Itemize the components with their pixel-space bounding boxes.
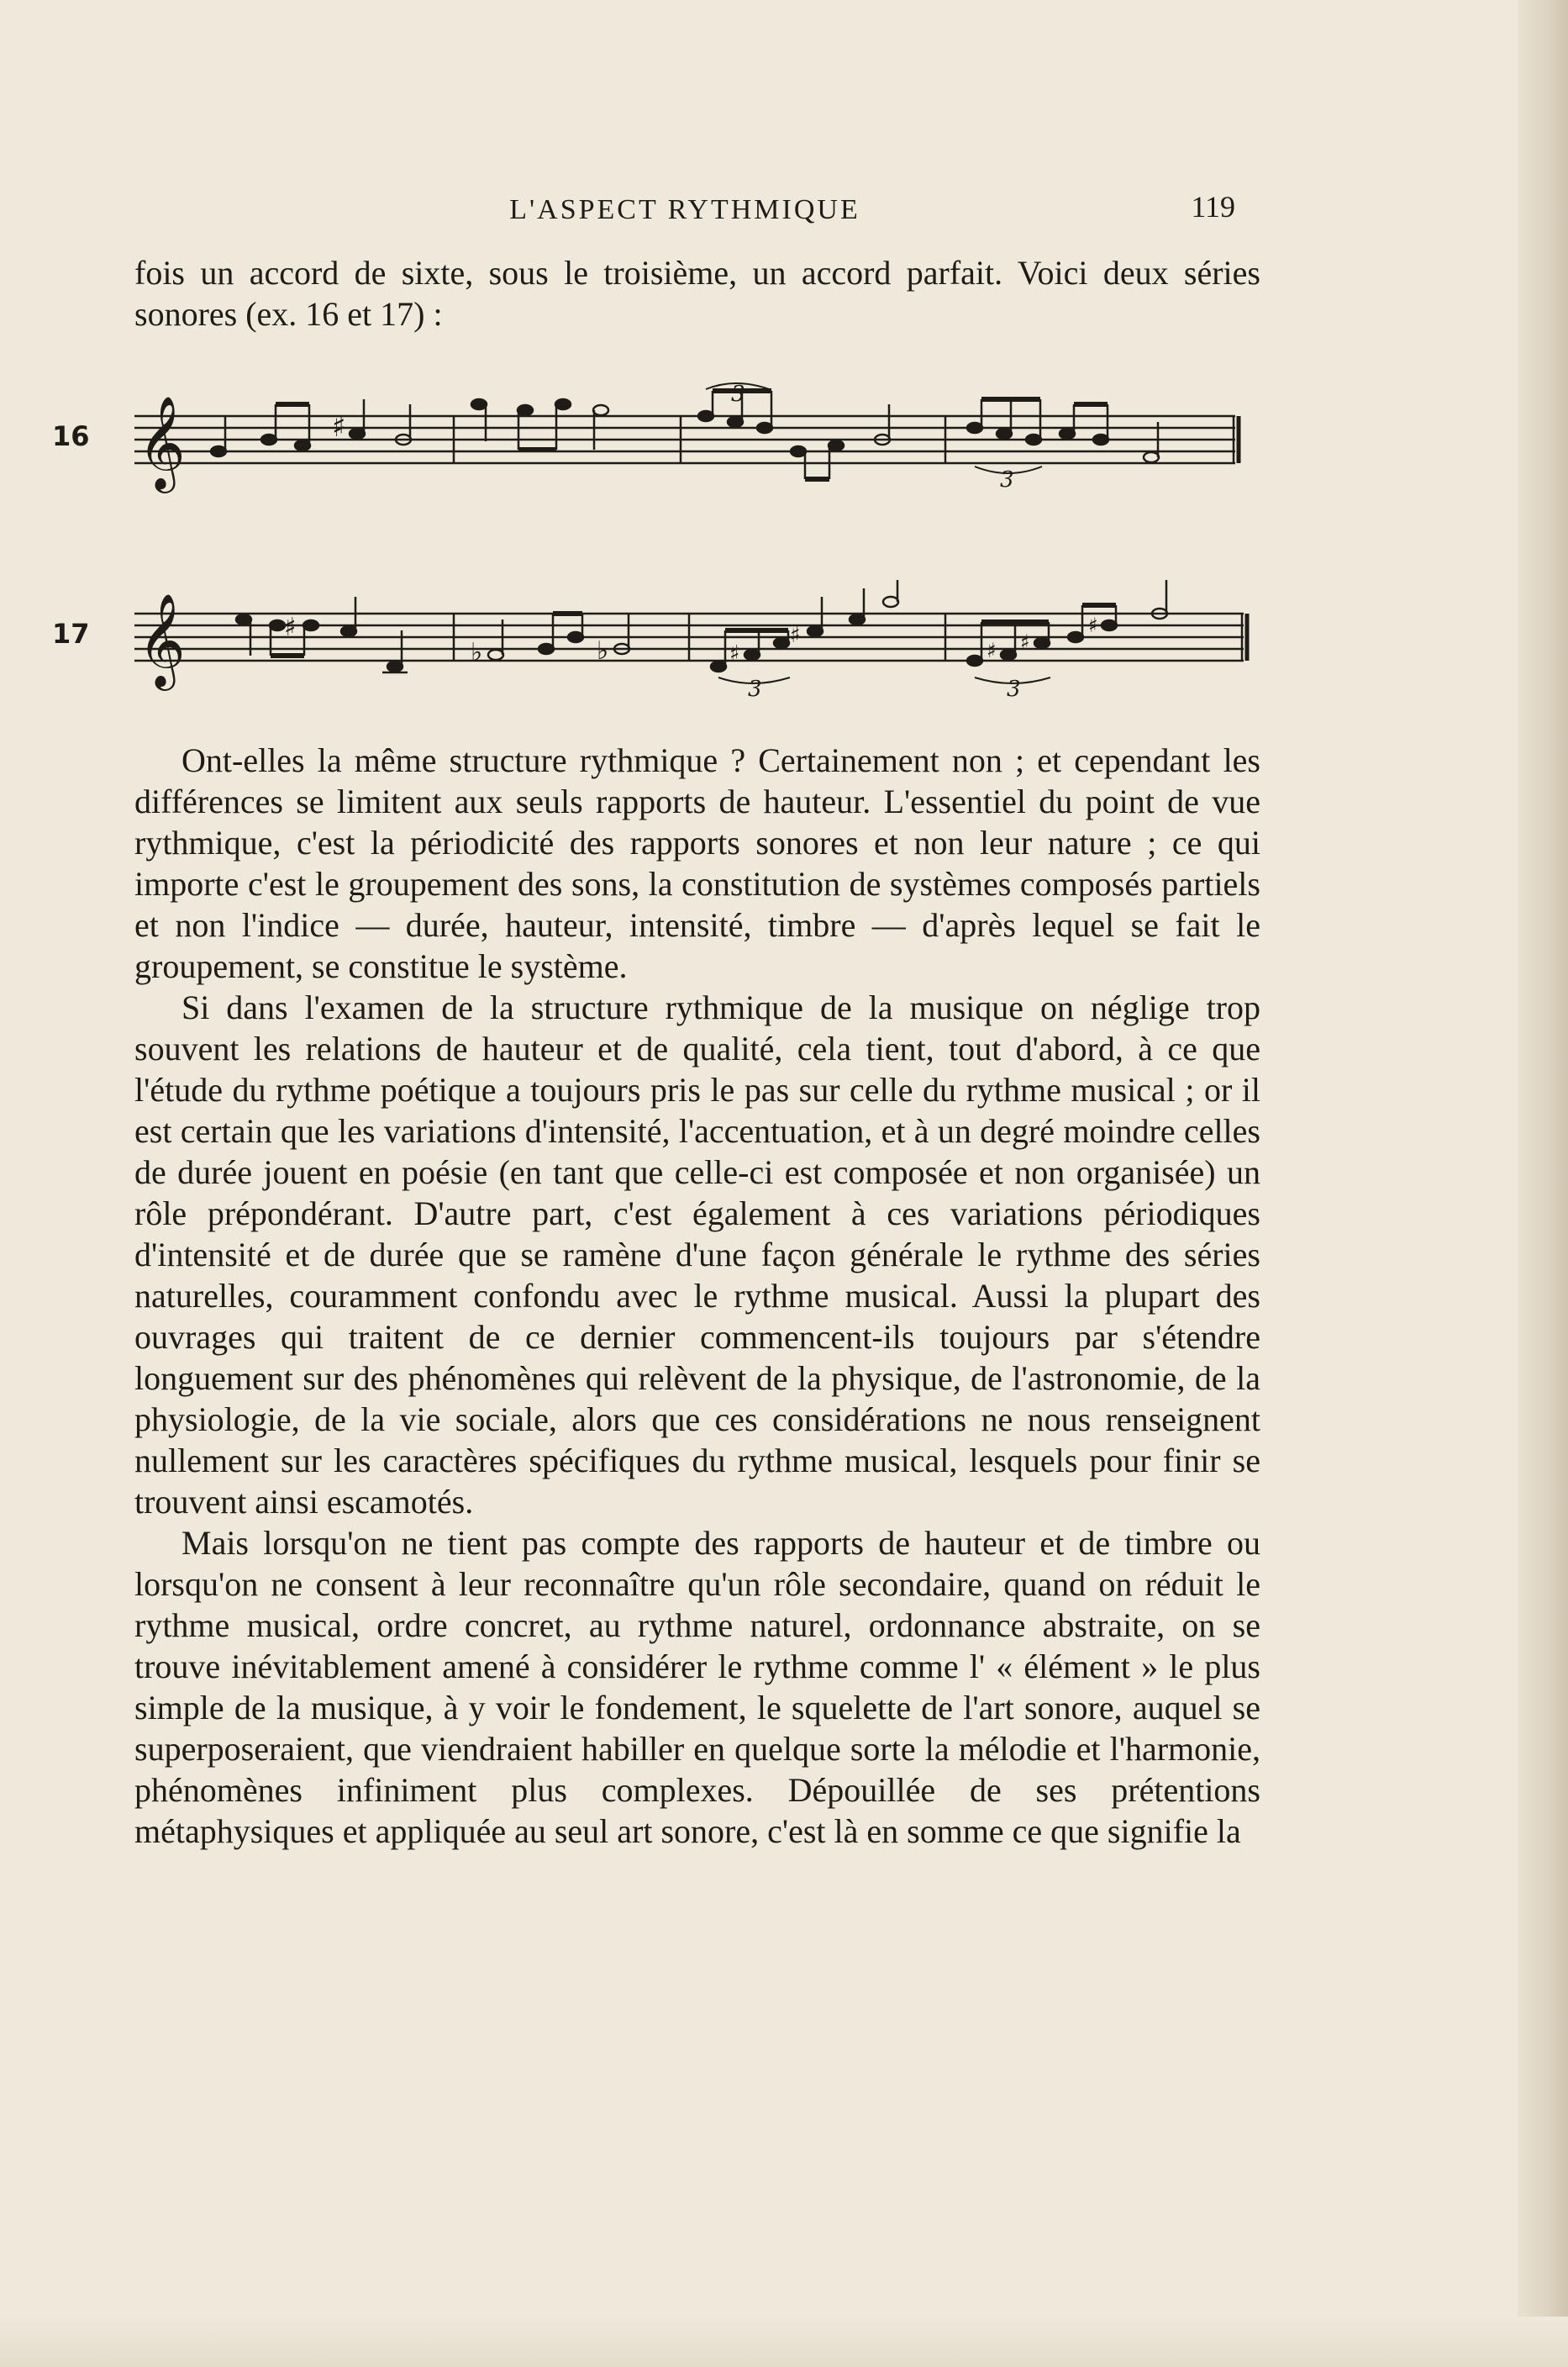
page-edge [1518,0,1568,2367]
example-number: 17 [52,618,90,650]
paragraph: Ont-elles la même structure rythmique ? Certainement non ; et cependant les différences se limitent aux seuls rapports de hauteur. L'essentiel du point de vue rythmique, c'est la périodicité des rapports sonores et non leur nature ; ce qui importe c'est le groupement des sons, la constitution de systèmes composés partiels et non l'indice — durée, hauteur, intensité, timbre — d'après lequel se fait le groupement, se constitue le système. [134,741,1260,985]
treble-clef-icon: 𝄞 [138,395,186,489]
music-staff [126,382,1252,500]
intro-paragraph [134,252,1260,335]
triplet-label: 3 [731,382,745,407]
page-number: 119 [1191,190,1235,224]
triplet-label: 3 [1000,467,1014,493]
svg-text:♯: ♯ [332,410,346,444]
svg-text:♯: ♯ [1088,614,1098,637]
body-text [134,740,1260,1852]
svg-text:♭: ♭ [471,638,483,667]
page-bottom-edge [0,2317,1568,2367]
music-example-17 [52,580,1252,698]
svg-text:♯: ♯ [987,639,997,662]
example-number: 16 [52,420,90,452]
paragraph: Si dans l'examen de la structure rythmique de la musique on néglige trop souvent les relations de hauteur et de qualité, cela tient, tout d'abord, à ce que l'étude du rythme poétique a toujours pris le pas sur celle du rythme musical ; or il est certain que les variations d'intensité, l'accentuation, et à un degré moindre celles de durée jouent en poésie (en tant que celle-ci est composée et non organisée) un rôle prépondérant. D'autre part, c'est également à ces variations périodiques d'intensité et de durée que se ramène d'une façon générale le rythme des séries naturelles, couramment confondu avec le rythme musical. Aussi la plupart des ouvrages qui traitent de ce dernier commencent-ils toujours par s'étendre longuement sur des phénomènes qui relèvent de la physique, de l'astronomie, de la physiologie, de la vie sociale, alors que ces considérations ne nous renseignent nullement sur les caractères spécifiques du rythme musical, lesquels pour finir se trouvent ainsi escamotés. [134,988,1260,1521]
music-staff [126,580,1252,698]
intro-text: fois un accord de sixte, sous le troisième, un accord parfait. Voici deux séries sonores (ex. 16 et 17) : [134,254,1260,333]
triplet-label: 3 [1007,677,1021,698]
svg-text:♯: ♯ [1020,630,1030,654]
music-example-16 [52,382,1252,500]
triplet-label: 3 [748,677,762,698]
svg-text:♭: ♭ [597,636,609,666]
svg-text:♯: ♯ [790,623,801,648]
svg-text:♯: ♯ [284,613,297,642]
page-header [134,189,1235,240]
svg-text:♯: ♯ [729,641,740,667]
treble-clef-icon: 𝄞 [138,593,186,687]
running-head: L'ASPECT RYTHMIQUE [509,194,860,225]
paragraph: Mais lorsqu'on ne tient pas compte des rapports de hauteur et de timbre ou lorsqu'on ne consent à leur reconnaître qu'un rôle secondaire, quand on réduit le rythme musical, ordre concret, au rythme naturel, ordonnance abstraite, on se trouve inévitablement amené à considérer le rythme comme l' « élément » le plus simple de la musique, à y voir le fondement, le squelette de l'art sonore, auquel se superposeraient, que viendraient habiller en quelque sorte la mélodie et l'harmonie, phénomènes infiniment plus complexes. Dépouillée de ses prétentions métaphysiques et appliquée au seul art sonore, c'est là en somme ce que signifie la [134,1524,1260,1850]
